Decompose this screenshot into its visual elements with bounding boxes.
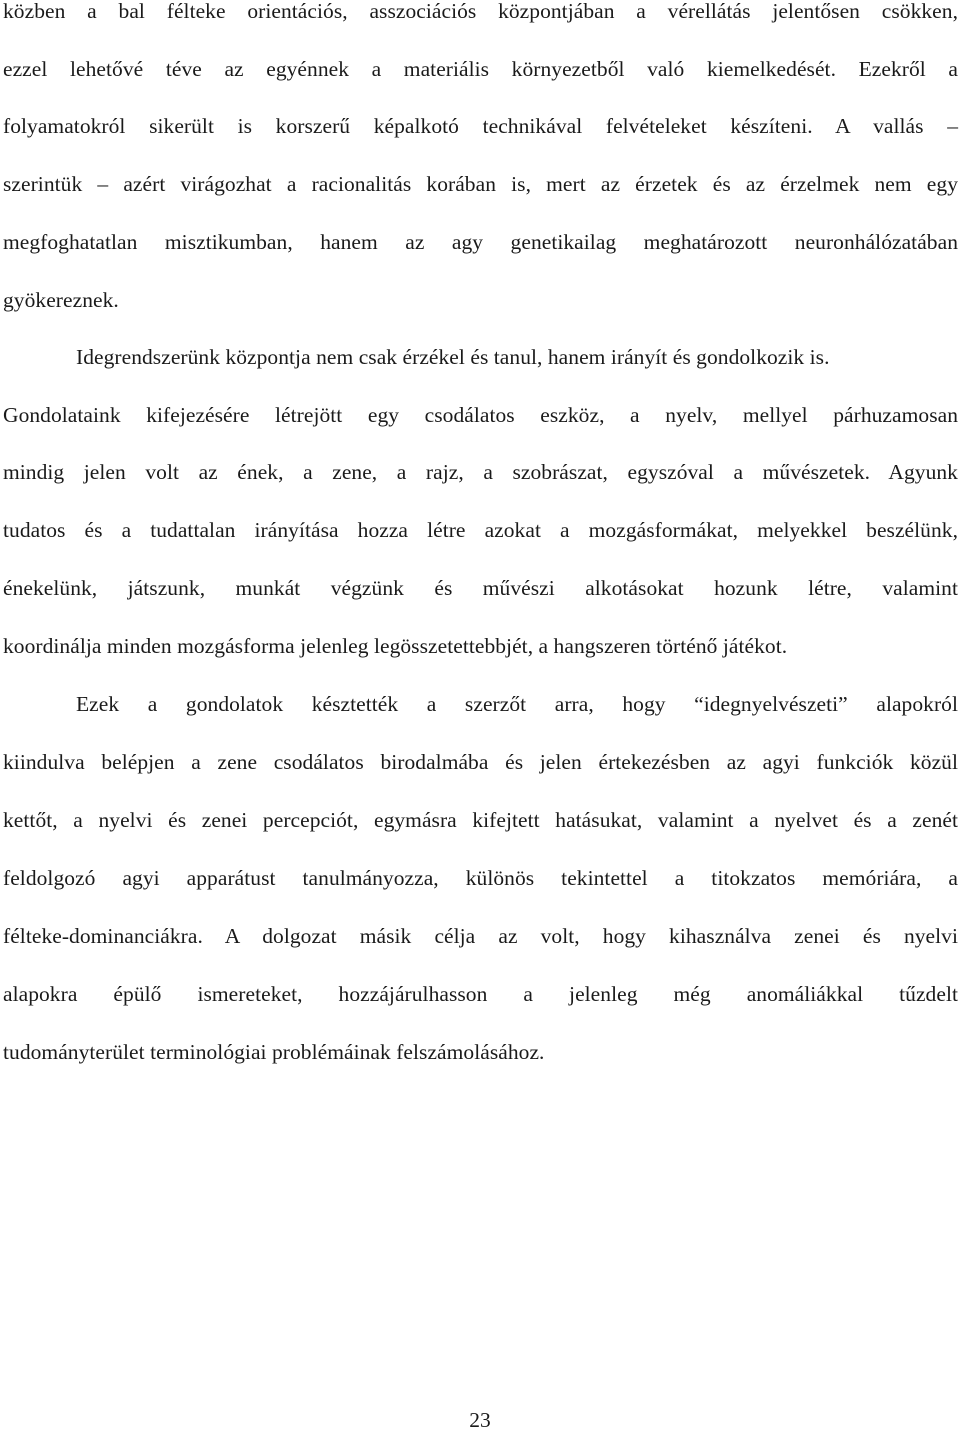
paragraph-start: Ezek a gondolatok késztették a szerzőt arra, hogy “idegnyelvészeti” alapokról <box>76 692 958 716</box>
text-line: szerintük – azért virágozhat a racionalitás korában is, mert az érzetek és az érzelmek nem egy <box>3 172 958 196</box>
text-line: koordinálja minden mozgásforma jelenleg legösszetettebbjét, a hangszeren történő játékot. <box>3 634 788 658</box>
text-line: kettőt, a nyelvi és zenei percepciót, egymásra kifejtett hatásukat, valamint a nyelvet és a zenét <box>3 808 958 832</box>
text-line: félteke-dominanciákra. A dolgozat másik célja az volt, hogy kihasználva zenei és nyelvi <box>3 924 958 948</box>
paragraph-start: Idegrendszerünk központja nem csak érzékel és tanul, hanem irányít és gondolkozik is. <box>76 345 830 369</box>
text-line: folyamatokról sikerült is korszerű képalkotó technikával felvételeket készíteni. A vallás – <box>3 114 958 138</box>
text-line: tudatos és a tudattalan irányítása hozza létre azokat a mozgásformákat, melyekkel beszélünk, <box>3 518 958 542</box>
text-line: kiindulva belépjen a zene csodálatos birodalmába és jelen értekezésben az agyi funkciók közül <box>3 750 958 774</box>
text-line: tudományterület terminológiai problémáinak felszámolásához. <box>3 1040 545 1064</box>
text-line: alapokra épülő ismereteket, hozzájárulhasson a jelenleg még anomáliákkal tűzdelt <box>3 982 958 1006</box>
text-line: feldolgozó agyi apparátust tanulmányozza, különös tekintettel a titokzatos memóriára, a <box>3 866 958 890</box>
text-line: közben a bal félteke orientációs, asszociációs központjában a vérellátás jelentősen csökken, <box>3 0 958 23</box>
text-line: megfoghatatlan misztikumban, hanem az agy genetikailag meghatározott neuronhálózatában <box>3 230 958 254</box>
text-line: énekelünk, játszunk, munkát végzünk és művészi alkotásokat hozunk létre, valamint <box>3 576 958 600</box>
page-number: 23 <box>469 1408 491 1432</box>
text-line: gyökereznek. <box>3 288 119 312</box>
text-line: mindig jelen volt az ének, a zene, a rajz, a szobrászat, egyszóval a művészetek. Agyunk <box>3 460 958 484</box>
text-line: ezzel lehetővé téve az egyénnek a materiális környezetből való kiemelkedését. Ezekről a <box>3 57 958 81</box>
text-line: Gondolataink kifejezésére létrejött egy csodálatos eszköz, a nyelv, mellyel párhuzamosan <box>3 403 958 427</box>
